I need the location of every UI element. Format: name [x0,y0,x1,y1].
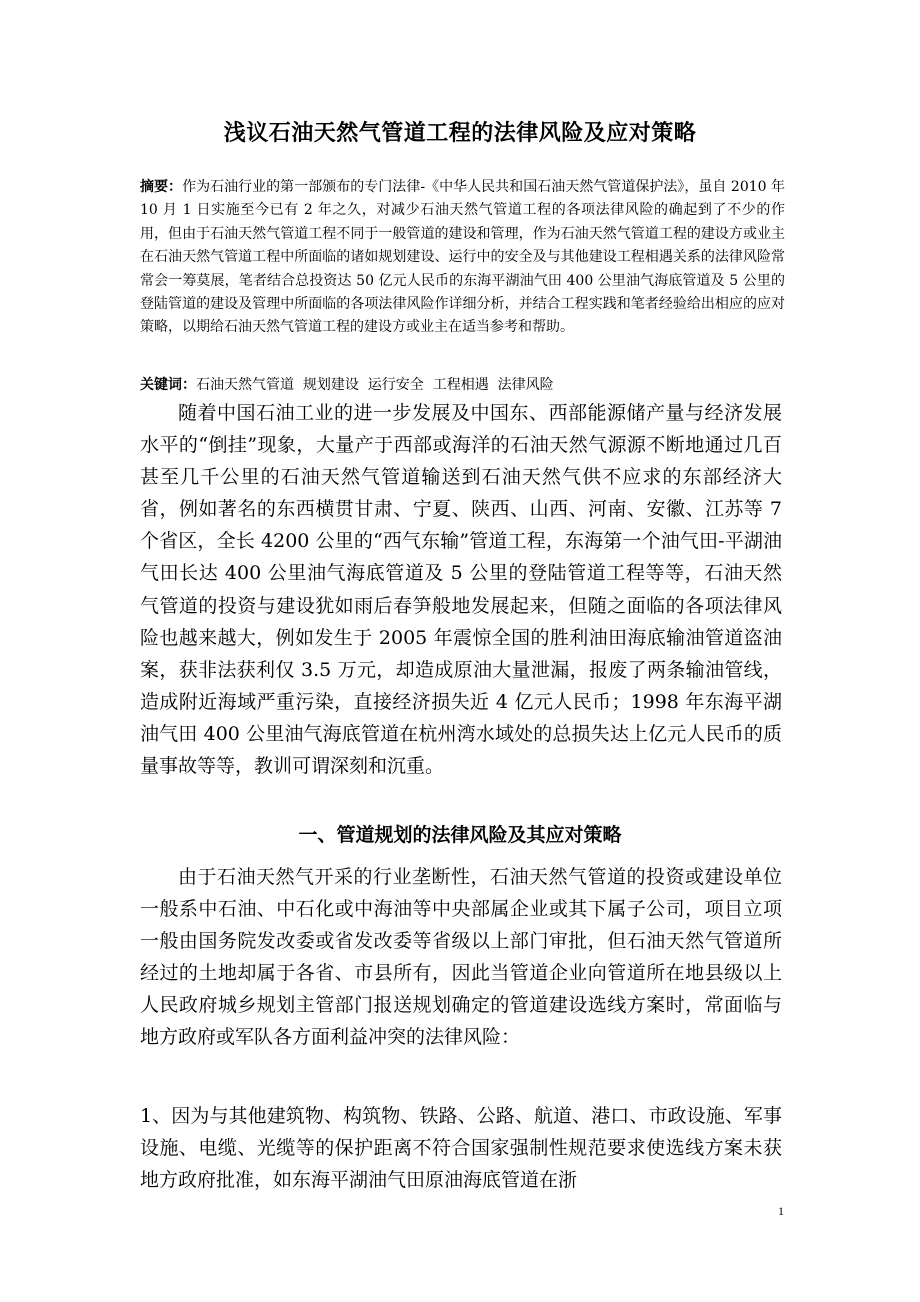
keywords-text: 石油天然气管道 规划建设 运行安全 工程相遇 法律风险 [196,377,554,393]
body-paragraph-3: 1、因为与其他建筑物、构筑物、铁路、公路、航道、港口、市政设施、军事设施、电缆、光缆等的保护距离不符合国家强制性规范要求使选线方案未获地方政府批准，如东海平湖油气田原油海底管道在浙 [140,1105,782,1192]
document-title: 浅议石油天然气管道工程的法律风险及应对策略 [223,120,697,146]
body-paragraph-1: 随着中国石油工业的进一步发展及中国东、西部能源储产量与经济发展水平的“倒挂”现象，大量产于西部或海洋的石油天然气源源不断地通过几百甚至几千公里的石油天然气管道输送到石油天然气供不应求的东部经济大省，例如著名的东西横贯甘肃、宁夏、陕西、山西、河南、安徽、江苏等 7 个省区，全长 4200 公里的“西气东输”管道工程，东海第一个油气田-平湖油气田长达 400 公里油气海底管道及 5 公里的登陆管道工程等等，石油天然气管道的投资与建设犹如雨后春笋般地发展起来，但随之面临的各项法律风险也越来越大，例如发生于 2005 年震惊全国的胜利油田海底输油管道盗油案，获非法获利仅 3.5 万元，却造成原油大量泄漏，报废了两条输油管线，造成附近海域严重污染，直接经济损失近 4 亿元人民币；1998 年东海平湖油气田 400 公里油气海底管道在杭州湾水域处的总损失达上亿元人民币的质量事故等等，教训可谓深刻和沉重。 [140,402,782,778]
abstract-text: 作为石油行业的第一部颁布的专门法律-《中华人民共和国石油天然气管道保护法》，虽自 2010 年 10 月 1 日实施至今已有 2 年之久，对减少石油天然气管道工程的各项法律风险的确起到了不少的作用，但由于石油天然气管道工程不同于一般管道的建设和管理，作为石油天然气管道工程的建设方或业主在石油天然气管道工程中所面临的诸如规划建设、运行中的安全及与其他建设工程相遇关系的法律风险常常会一筹莫展，笔者结合总投资达 50 亿元人民币的东海平湖油气田 400 公里油气海底管道及 5 公里的登陆管道的建设及管理中所面临的各项法律风险作详细分析，并结合工程实践和笔者经验给出相应的应对策略，以期给石油天然气管道工程的建设方或业主在适当参考和帮助。 [140,179,786,336]
body-paragraph-2: 由于石油天然气开采的行业垄断性，石油天然气管道的投资或建设单位一般系中石油、中石化或中海油等中央部属企业或其下属子公司，项目立项一般由国务院发改委或省发改委等省级以上部门审批，但石油天然气管道所经过的土地却属于各省、市县所有，因此当管道企业向管道所在地县级以上人民政府城乡规划主管部门报送规划确定的管道建设选线方案时，常面临与地方政府或军队各方面利益冲突的法律风险： [140,866,782,1049]
abstract [140,176,785,340]
page-number: 1 [778,1204,784,1218]
keywords [140,374,785,396]
abstract-label: 摘要： [140,179,183,195]
section-heading-1: 一、管道规划的法律风险及其应对策略 [298,824,622,846]
keywords-label: 关键词： [140,377,196,393]
